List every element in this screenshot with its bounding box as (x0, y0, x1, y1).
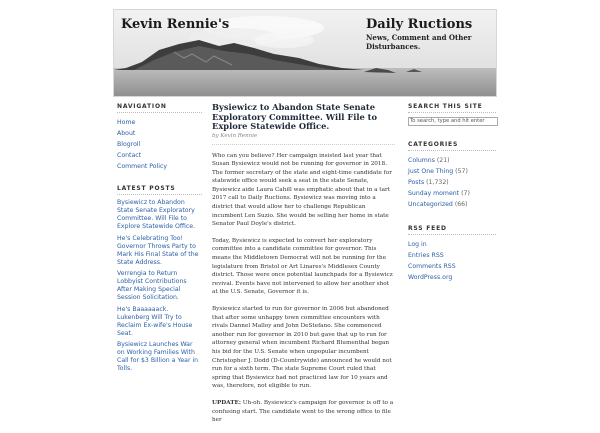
rss-heading: RSS FEED (408, 225, 496, 235)
post-paragraph: Who can you believe? Her campaign insisted last year that Susan Bysiewicz would not be running for governor in 2018. The former secretary of the state and eight-time candidate for statewide office would seek a seat in the state Senate, Bysiewicz aide Laura Cahill was emphatic about that in a tart 2017 call to Daily Ructions. Bysiewicz was moving into a district that would allow her to challenge Republican incumbent Len Suzio. She would be selling her home in state Senator Paul Doyle's district. (212, 152, 392, 228)
rss-link-login[interactable]: Log in (408, 241, 427, 248)
blog-name[interactable]: Daily Ructions (366, 17, 473, 32)
title-divider (212, 144, 395, 145)
post-paragraph: Today, Bysiewicz is expected to convert her exploratory committee into a candidate committee for governor. This means the Middletown Democrat will not be running for the legislature from Bristol or Art Linares's Middlesex County district. Those were once potential launchpads for a Bysiewicz revival. Events have not intervened to allow her another shot at the U.S. Senate, Governor it is. (212, 237, 393, 296)
navigation-list (117, 117, 202, 172)
search-input[interactable]: To search, type and hit enter (408, 117, 498, 126)
latest-post-link[interactable]: Verrengia to Return Lobbyist Contributions After Making Special Session Solicitation. (117, 270, 187, 301)
latest-post-link[interactable]: Bysiewicz Launches War on Working Families With Call for $3 Billion a Year in Tolls. (117, 341, 199, 372)
update-text: Uh-oh. Bysiewicz's campaign for governor is off to a confusing start. The candidate went to the wrong office to file her (212, 399, 394, 424)
latest-posts-heading: LATEST POSTS (117, 185, 202, 195)
category-just-one-thing[interactable] (408, 166, 496, 177)
category-name[interactable]: Just One Thing (408, 168, 454, 175)
category-name[interactable]: Sunday moment (408, 190, 460, 197)
update-label: UPDATE: (212, 399, 241, 406)
category-count: (1,732) (426, 179, 449, 186)
rss-link-comments[interactable]: Comments RSS (408, 263, 456, 270)
categories-heading: CATEGORIES (408, 141, 496, 151)
nav-link-contact[interactable]: Contact (117, 152, 142, 159)
post-title[interactable]: Bysiewicz to Abandon State Senate Exploratory Committee. Will File to Explore Statewide Office. (212, 102, 378, 131)
category-count: (21) (436, 157, 450, 164)
latest-post-link[interactable]: Bysiewicz to Abandon State Senate Exploratory Committee. Will File to Explore Statewide Office. (117, 199, 196, 230)
nav-link-comment-policy[interactable]: Comment Policy (117, 163, 168, 170)
category-posts[interactable] (408, 177, 496, 188)
rss-link-wordpress[interactable]: WordPress.org (408, 274, 453, 281)
latest-post-link[interactable]: He's Baaaaaack. Lukenberg Will Try to Reclaim Ex-wife's House Seat. (117, 305, 193, 337)
nav-link-blogroll[interactable]: Blogroll (117, 141, 141, 148)
post-body (212, 152, 395, 425)
nav-link-about[interactable]: About (117, 130, 136, 137)
category-columns[interactable] (408, 155, 496, 166)
right-sidebar (408, 103, 496, 298)
category-name[interactable]: Posts (408, 179, 425, 186)
category-uncategorized[interactable] (408, 199, 496, 210)
search-heading: SEARCH THIS SITE (408, 103, 496, 113)
category-name[interactable]: Columns (408, 157, 435, 164)
blog-tagline: News, Comment and Other Disturbances. (366, 33, 472, 51)
post-update-paragraph (212, 399, 395, 425)
category-count: (66) (454, 201, 468, 208)
post-byline: by Kevin Rennie (212, 132, 258, 139)
rss-link-entries[interactable]: Entries RSS (408, 252, 444, 259)
rss-list (408, 239, 496, 283)
navigation-heading: NAVIGATION (117, 103, 202, 113)
latest-posts-list (117, 199, 202, 373)
category-name[interactable]: Uncategorized (408, 201, 453, 208)
category-count: (57) (455, 168, 468, 175)
main-content (212, 103, 395, 433)
left-sidebar (117, 103, 202, 386)
post-paragraph: Bysiewicz started to run for governor in 2006 but abandoned that after some unhappy town committee encounters with rivals Dannel Malloy and John DeStefano. She commenced another run for governor in 2010 but gave that up to run for attorney general when incumbent Richard Blumenthal began his bid for the U.S. Senate when unpopular incumbent Christopher J. Dodd (D-Countrywide) announced he would not run for a sixth term. The state Supreme Court ruled that spring that Bysiewicz had not practiced law for 10 years and was, therefore, not eligible to run. (212, 306, 392, 390)
category-sunday-moment[interactable] (408, 188, 496, 199)
category-count: (7) (461, 190, 470, 197)
site-header (113, 9, 497, 97)
categories-list (408, 155, 496, 210)
latest-post-link[interactable]: He's Celebrating Too! Governor Throws Party to Mark His Final State of the State Address. (117, 234, 199, 266)
nav-link-home[interactable]: Home (117, 119, 136, 126)
blog-title[interactable]: Kevin Rennie's (121, 17, 230, 32)
